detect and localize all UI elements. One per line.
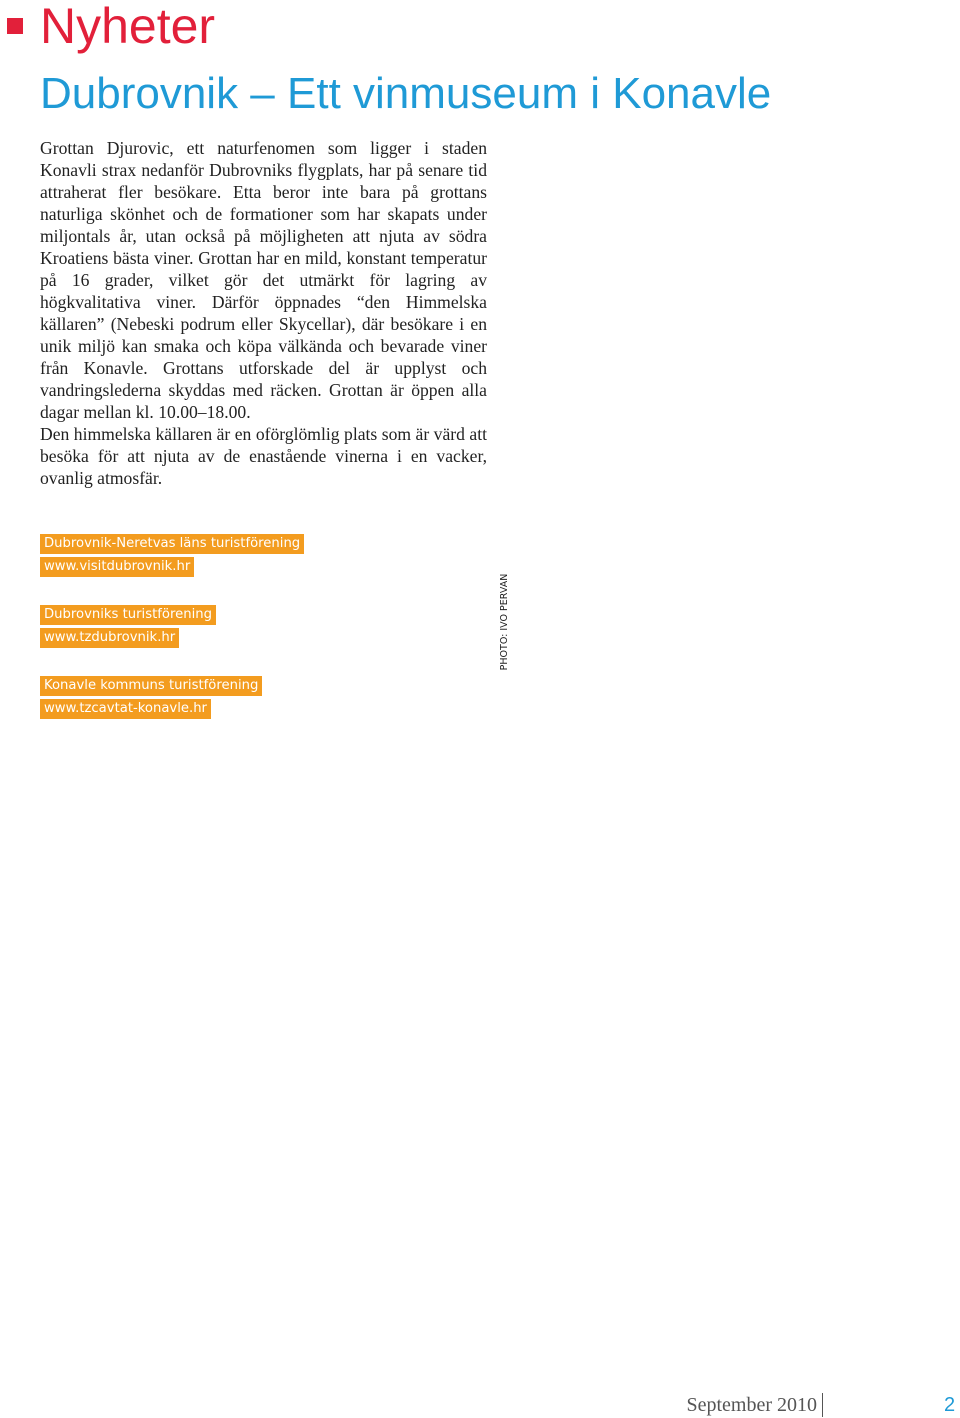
section-title: Nyheter	[40, 0, 216, 54]
section-marker	[7, 18, 23, 34]
article-paragraph: Grottan Djurovic, ett naturfenomen som ligger i staden Konavli strax nedanför Dubrovniks flygplats, har på senare tid attraherat fler besökare. Etta beror inte bara på grottans naturliga skönhet och de formationer som har skapats under miljontals år, utan också på möjligheten att njuta av södra Kroatiens bästa viner. Grottan har en mild, konstant temperatur på 16 grader, vilket gör det utmärkt för lagring av högkvalitativa viner. Därför öppnades “den Himmelska källaren” (Nebeski podrum eller Skycellar), där besökare i en unik miljö kan smaka och köpa välkända och bevarade viner från Konavle. Grottans utforskade del är upplyst och vandringslederna skyddas med räcken. Grottan är öppen alla dagar mellan kl. 10.00–18.00.	[40, 138, 487, 422]
footer-divider	[822, 1393, 823, 1417]
link-group	[40, 534, 460, 580]
organization-label: Dubrovniks turistförening	[40, 605, 216, 625]
website-link[interactable]: www.tzdubrovnik.hr	[40, 628, 179, 648]
page-number: 2	[944, 1394, 956, 1416]
website-link[interactable]: www.visitdubrovnik.hr	[40, 557, 194, 577]
website-link[interactable]: www.tzcavtat-konavle.hr	[40, 699, 211, 719]
photo-credit: PHOTO: IVO PERVAN	[499, 573, 510, 671]
link-group	[40, 605, 460, 651]
issue-date: September 2010	[686, 1394, 817, 1416]
link-group	[40, 676, 460, 722]
article-body	[40, 137, 487, 489]
organization-label: Konavle kommuns turistförening	[40, 676, 262, 696]
article-paragraph: Den himmelska källaren är en oförglömlig plats som är värd att besöka för att njuta av de enastående vinerna i en vacker, ovanlig atmosfär.	[40, 424, 487, 488]
tourist-links	[40, 534, 460, 747]
organization-label: Dubrovnik-Neretvas läns turistförening	[40, 534, 304, 554]
article-title: Dubrovnik – Ett vinmuseum i Konavle	[40, 69, 772, 118]
